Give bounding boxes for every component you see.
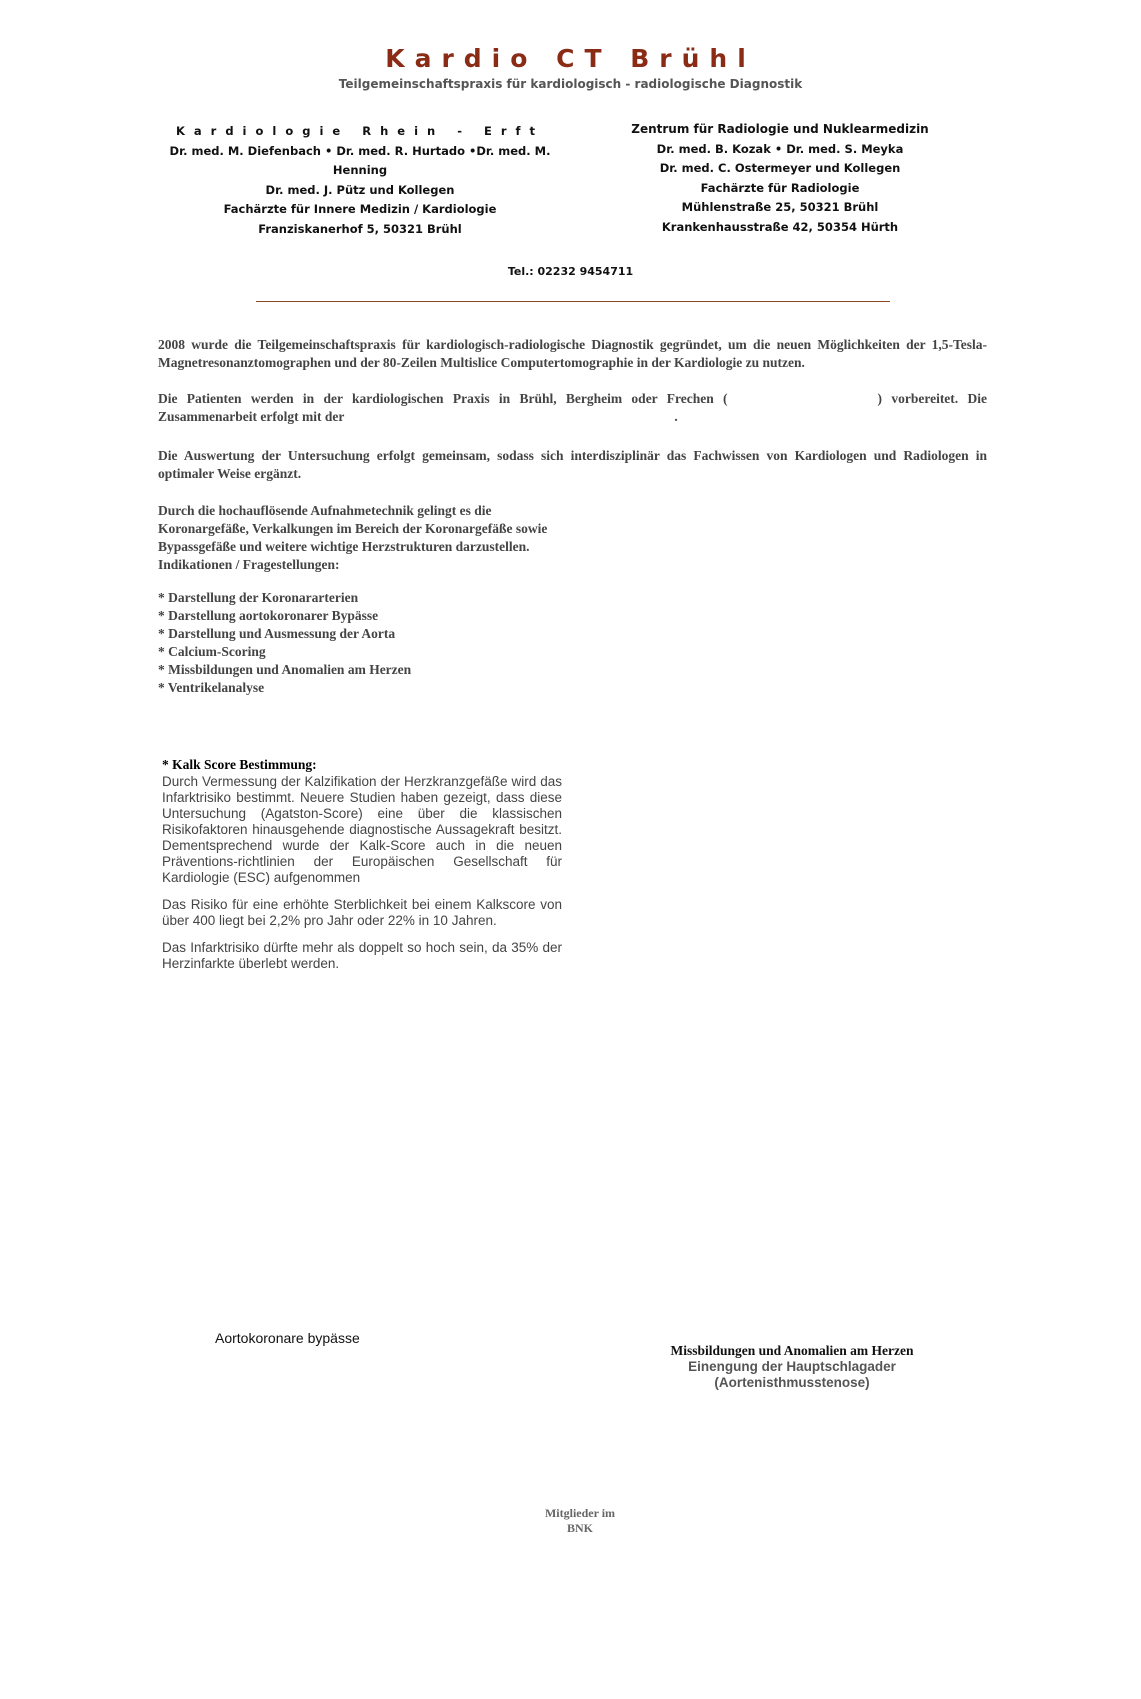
right-practice-address-2: Krankenhausstraße 42, 50354 Hürth <box>661 219 899 234</box>
right-practice-doctors: Dr. med. B. Kozak • Dr. med. S. Meyka <box>656 141 904 156</box>
caption-anomalies <box>612 1343 972 1391</box>
membership-note <box>520 1506 640 1536</box>
left-practice-block <box>155 122 565 239</box>
indications-list <box>158 589 608 697</box>
right-practice-specialty: Fachärzte für Radiologie <box>700 180 860 195</box>
preparation-text-period: . <box>674 409 678 424</box>
left-practice-doctors: Dr. med. M. Diefenbach • Dr. med. R. Hurtado •Dr. med. M. Henning <box>169 143 551 177</box>
technique-line: Bypassgefäße und weitere wichtige Herzstrukturen darzustellen. <box>158 539 530 554</box>
kalk-score-paragraph: Durch Vermessung der Kalzifikation der Herzkranzgefäße wird das Infarktrisiko bestimmt. Neuere Studien haben gezeigt, dass diese Untersuchung (Agatston-Score) eine über die klassischen Risikofaktoren hinausgehende diagnostische Aussagekraft besitzt. Dementsprechend wurde der Kalk-Score auch in die neuen Präventions-richtlinien der Europäischen Gesellschaft für Kardiologie (ESC) aufgenommen <box>162 774 562 885</box>
caption-anomalies-title: Missbildungen und Anomalien am Herzen <box>670 1343 914 1358</box>
preparation-text-start: Die Patienten werden in der kardiologischen Praxis in Brühl, Bergheim oder Frechen ( <box>158 391 728 406</box>
header-divider <box>256 301 890 302</box>
technique-line: Koronargefäße, Verkalkungen im Bereich der Koronargefäße sowie <box>158 521 548 536</box>
technique-line: Durch die hochauflösende Aufnahmetechnik gelingt es die <box>158 503 492 518</box>
list-item: * Missbildungen und Anomalien am Herzen <box>158 662 412 677</box>
list-item: * Calcium-Scoring <box>158 644 266 659</box>
membership-line: Mitglieder im <box>544 1506 616 1520</box>
intro-paragraph: 2008 wurde die Teilgemeinschaftspraxis für kardiologisch-radiologische Diagnostik gegründet, um die neuen Möglichkeiten der 1,5-Tesla-Magnetresonanztomographen und der 80-Zeilen Multislice Computertomographie in der Kardiologie zu nutzen. <box>158 337 987 370</box>
kalk-score-heading: * Kalk Score Bestimmung: <box>162 757 317 772</box>
left-practice-colleagues: Dr. med. J. Pütz und Kollegen <box>265 182 455 197</box>
evaluation-paragraph: Die Auswertung der Untersuchung erfolgt gemeinsam, sodass sich interdisziplinär das Fachwissen von Kardiologen und Radiologen in optimaler Weise ergänzt. <box>158 448 987 481</box>
right-practice-address-1: Mühlenstraße 25, 50321 Brühl <box>681 200 879 214</box>
phone-number: Tel.: 02232 9454711 <box>507 265 634 278</box>
kalk-score-paragraph: Das Risiko für eine erhöhte Sterblichkeit bei einem Kalkscore von über 400 liegt bei 2,2% pro Jahr oder 22% in 10 Jahren. <box>162 897 562 928</box>
list-item: * Darstellung der Koronararterien <box>158 590 359 605</box>
page-subtitle: Teilgemeinschaftspraxis für kardiologisch - radiologische Diagnostik <box>338 77 803 91</box>
left-practice-specialty: Fachärzte für Innere Medizin / Kardiologie <box>223 202 497 216</box>
caption-bypass: Aortokoronare bypässe <box>215 1330 360 1346</box>
preparation-text-end: ) vorbereitet. Die Zusammenarbeit erfolgt mit der <box>158 391 987 424</box>
kalk-score-text <box>162 774 562 983</box>
preparation-paragraph <box>158 390 987 426</box>
technique-paragraph <box>158 502 608 574</box>
list-item: * Ventrikelanalyse <box>158 680 265 695</box>
left-practice-name: Kardiologie Rhein - Erft <box>175 124 544 138</box>
left-practice-address: Franziskanerhof 5, 50321 Brühl <box>258 221 462 236</box>
page-title: Kardio CT Brühl <box>385 44 756 73</box>
list-item: * Darstellung aortokoronarer Bypässe <box>158 608 379 623</box>
right-practice-block <box>615 120 945 237</box>
list-item: * Darstellung und Ausmessung der Aorta <box>158 626 396 641</box>
caption-anomalies-line: (Aortenisthmusstenose) <box>714 1375 870 1390</box>
caption-anomalies-line: Einengung der Hauptschlagader <box>688 1359 896 1374</box>
right-practice-name: Zentrum für Radiologie und Nuklearmedizin <box>631 122 929 136</box>
kalk-score-paragraph: Das Infarktrisiko dürfte mehr als doppelt so hoch sein, da 35% der Herzinfarkte überlebt werden. <box>162 940 562 971</box>
indications-heading: Indikationen / Fragestellungen: <box>158 557 340 572</box>
membership-line: BNK <box>566 1521 593 1535</box>
right-practice-colleagues: Dr. med. C. Ostermeyer und Kollegen <box>659 161 901 175</box>
